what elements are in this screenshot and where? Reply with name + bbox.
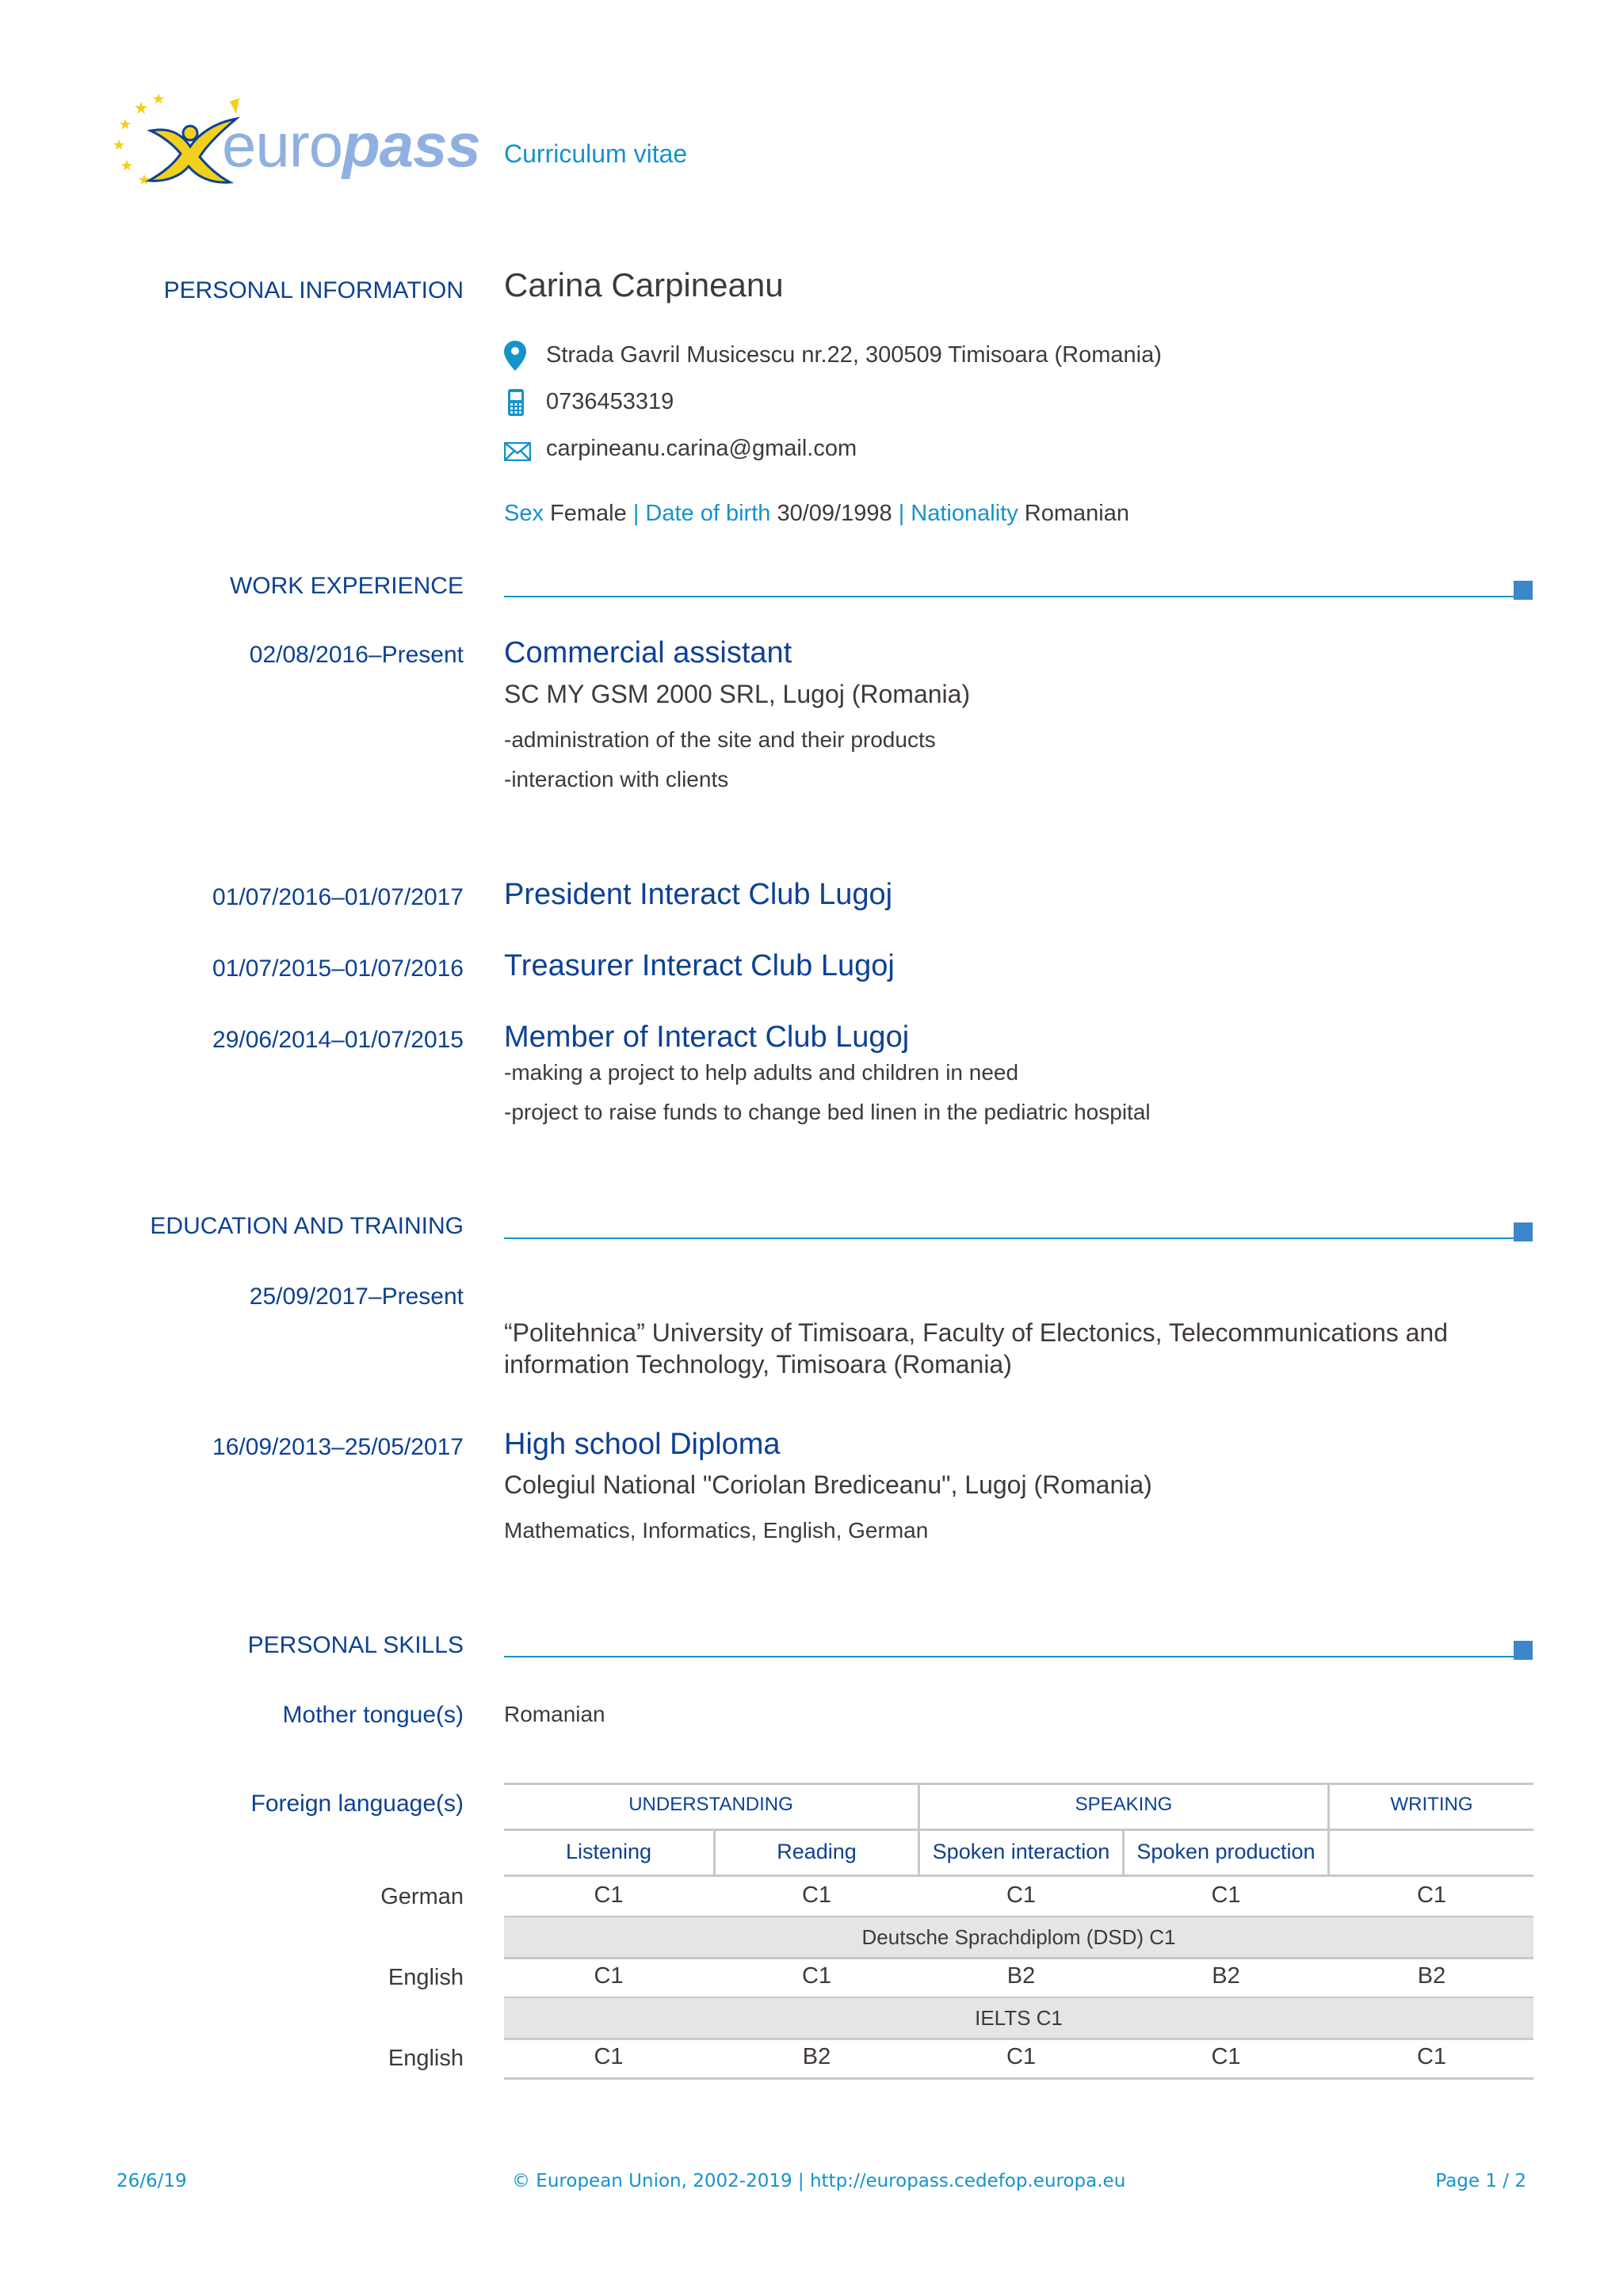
language-name: English bbox=[388, 2046, 464, 2071]
section-divider bbox=[504, 1238, 1514, 1239]
section-divider bbox=[504, 596, 1514, 597]
footer-copyright: © European Union, 2002-2019 | http://europass.cedefop.europa.eu bbox=[512, 2171, 1126, 2191]
footer-page-number: Page 1 / 2 bbox=[1435, 2171, 1526, 2191]
work-title: Treasurer Interact Club Lugoj bbox=[504, 949, 895, 982]
separator: | bbox=[898, 501, 905, 526]
section-marker bbox=[1514, 1222, 1533, 1241]
section-label-skills: PERSONAL SKILLS bbox=[247, 1632, 464, 1658]
logo-eur: eur bbox=[222, 110, 309, 180]
work-title: Member of Interact Club Lugoj bbox=[504, 1020, 910, 1054]
logo-o: o bbox=[308, 110, 343, 180]
nationality-label: Nationality bbox=[911, 501, 1018, 526]
address: Strada Gavril Musicescu nr.22, 300509 Timisoara (Romania) bbox=[546, 342, 1162, 368]
europass-logo bbox=[111, 87, 480, 198]
logo-pass: pass bbox=[342, 110, 480, 180]
table-rule bbox=[504, 1829, 1533, 1831]
section-label-personal: PERSONAL INFORMATION bbox=[163, 277, 464, 303]
section-label-education: EDUCATION AND TRAINING bbox=[150, 1213, 464, 1239]
work-desc-line: -administration of the site and their products bbox=[504, 727, 936, 752]
section-divider bbox=[504, 1656, 1514, 1657]
mobile-phone-icon bbox=[507, 388, 525, 417]
level-cell: B2 bbox=[802, 2044, 831, 2069]
certificate: Deutsche Sprachdiplom (DSD) C1 bbox=[861, 1925, 1176, 1949]
education-org: “Politehnica” University of Timisoara, Faculty of Electonics, Telecommunications and bbox=[504, 1318, 1449, 1347]
work-dates: 01/07/2015–01/07/2016 bbox=[212, 955, 464, 982]
work-dates: 29/06/2014–01/07/2015 bbox=[212, 1027, 464, 1053]
subheader-reading: Reading bbox=[777, 1840, 857, 1863]
level-cell: C1 bbox=[801, 1882, 832, 1908]
certificate: IELTS C1 bbox=[975, 2006, 1063, 2030]
table-rule bbox=[504, 2038, 1533, 2040]
nationality-value: Romanian bbox=[1024, 501, 1129, 526]
level-cell: C1 bbox=[1416, 2044, 1447, 2069]
table-rule bbox=[504, 1783, 1533, 1785]
level-cell: C1 bbox=[1416, 1882, 1447, 1908]
header-speaking: SPEAKING bbox=[1075, 1794, 1173, 1815]
education-org: information Technology, Timisoara (Romania) bbox=[504, 1350, 1012, 1379]
section-marker bbox=[1514, 581, 1533, 600]
personal-details bbox=[504, 501, 1129, 527]
email-icon bbox=[504, 442, 531, 461]
language-name: English bbox=[388, 1965, 464, 1990]
email: carpineanu.carina@gmail.com bbox=[546, 436, 857, 461]
person-name: Carina Carpineanu bbox=[504, 266, 784, 303]
table-rule bbox=[504, 1875, 1533, 1877]
section-marker bbox=[1514, 1641, 1533, 1660]
language-name: German bbox=[380, 1884, 464, 1909]
level-cell: B2 bbox=[1212, 1963, 1240, 1989]
subheader-spoken-interaction: Spoken interaction bbox=[932, 1840, 1110, 1863]
education-subjects: Mathematics, Informatics, English, German bbox=[504, 1518, 929, 1543]
footer-date: 26/6/19 bbox=[116, 2171, 187, 2191]
education-dates: 25/09/2017–Present bbox=[249, 1283, 464, 1310]
work-dates: 01/07/2016–01/07/2017 bbox=[212, 884, 464, 910]
level-cell: C1 bbox=[1006, 1882, 1037, 1908]
level-cell: C1 bbox=[1211, 2044, 1241, 2069]
mother-tongue-value: Romanian bbox=[504, 1702, 605, 1726]
location-icon bbox=[504, 341, 526, 371]
header-writing: WRITING bbox=[1390, 1794, 1473, 1815]
table-rule bbox=[504, 1957, 1533, 1959]
mother-tongue-label: Mother tongue(s) bbox=[282, 1702, 464, 1728]
header-understanding: UNDERSTANDING bbox=[628, 1794, 793, 1815]
dob-value: 30/09/1998 bbox=[777, 501, 892, 526]
level-cell: C1 bbox=[1211, 1882, 1241, 1908]
education-title: High school Diploma bbox=[504, 1428, 781, 1461]
level-cell: C1 bbox=[594, 1882, 624, 1908]
level-cell: B2 bbox=[1006, 1963, 1036, 1989]
education-org: Colegiul National "Coriolan Brediceanu", Lugoj (Romania) bbox=[504, 1470, 1152, 1499]
separator: | bbox=[632, 501, 640, 526]
table-rule bbox=[504, 2077, 1533, 2080]
foreign-language-label: Foreign language(s) bbox=[250, 1791, 464, 1817]
level-cell: C1 bbox=[801, 1963, 832, 1989]
work-dates: 02/08/2016–Present bbox=[249, 642, 464, 668]
dob-label: Date of birth bbox=[645, 501, 771, 526]
sex-value: Female bbox=[550, 501, 627, 526]
level-cell: B2 bbox=[1417, 1963, 1446, 1989]
work-desc-line: -project to raise funds to change bed linen in the pediatric hospital bbox=[504, 1100, 1151, 1124]
subheader-spoken-production: Spoken production bbox=[1136, 1840, 1316, 1863]
subheader-listening: Listening bbox=[565, 1840, 652, 1863]
section-label-work: WORK EXPERIENCE bbox=[229, 573, 464, 599]
level-cell: C1 bbox=[1006, 2044, 1037, 2069]
phone: 0736453319 bbox=[546, 389, 674, 414]
work-desc-line: -making a project to help adults and children in need bbox=[504, 1060, 1019, 1085]
education-dates: 16/09/2013–25/05/2017 bbox=[212, 1434, 464, 1460]
work-title: Commercial assistant bbox=[504, 636, 792, 669]
level-cell: C1 bbox=[594, 1963, 624, 1989]
work-title: President Interact Club Lugoj bbox=[504, 878, 893, 911]
doc-title: Curriculum vitae bbox=[504, 139, 688, 168]
work-desc-line: -interaction with clients bbox=[504, 767, 729, 791]
level-cell: C1 bbox=[594, 2044, 624, 2069]
sex-label: Sex bbox=[504, 501, 544, 526]
work-org: SC MY GSM 2000 SRL, Lugoj (Romania) bbox=[504, 680, 971, 708]
